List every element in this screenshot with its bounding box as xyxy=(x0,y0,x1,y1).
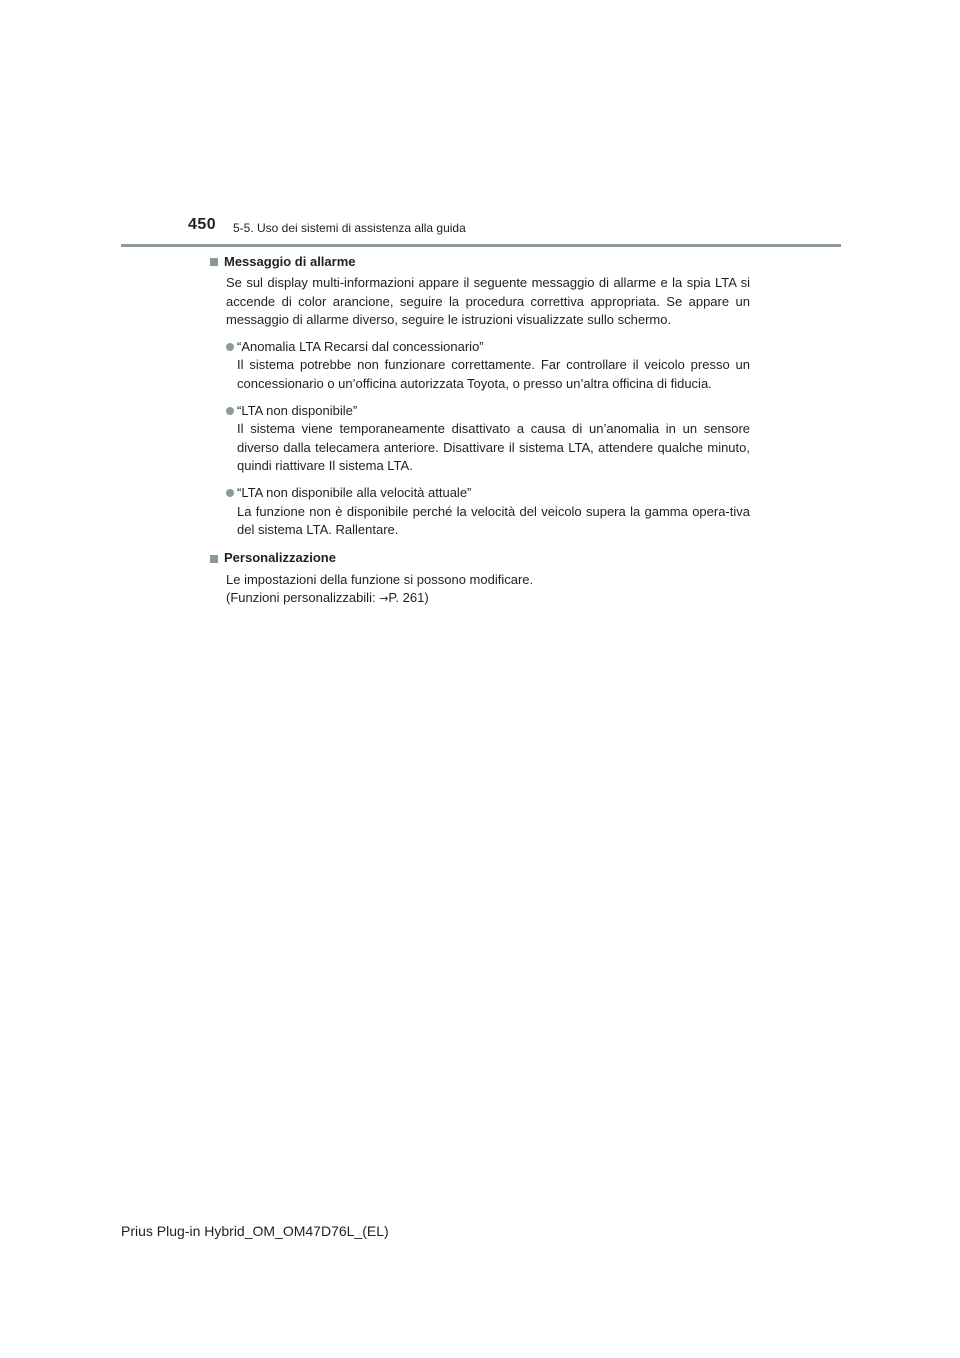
square-bullet-icon xyxy=(210,258,218,266)
warning-message-title: “Anomalia LTA Recarsi dal concessionario” xyxy=(237,338,484,354)
circle-bullet-icon xyxy=(226,407,234,415)
square-bullet-icon xyxy=(210,555,218,563)
warning-message-description: La funzione non è disponibile perché la velocità del veicolo supera la gamma opera-tiva del sistema LTA. Rallentare. xyxy=(237,503,750,538)
customization-text xyxy=(226,571,750,609)
warning-message-description: Il sistema viene temporaneamente disattivato a causa di un’anomalia in un sensore diverso dalla telecamera anteriore. Disattivare il sistema LTA, attendere qualche minuto, quindi riattivare Il sistema LTA. xyxy=(237,421,750,474)
warning-message-title: “LTA non disponibile” xyxy=(237,402,358,418)
section-heading xyxy=(210,252,750,272)
warning-message-description: Il sistema potrebbe non funzionare correttamente. Far controllare il veicolo presso un concessionario o un’officina autorizzata Toyota, o presso un’altra officina di fiducia. xyxy=(237,357,750,391)
circle-bullet-icon xyxy=(226,489,234,497)
customization-line: Le impostazioni della funzione si possono modificare. xyxy=(226,571,534,587)
page-reference-link[interactable]: P. 261) xyxy=(388,590,429,606)
list-item xyxy=(226,338,750,394)
customization-reference xyxy=(226,589,750,609)
page-number: 450 xyxy=(188,216,217,233)
section-personalizzazione xyxy=(210,549,750,609)
intro-paragraph: Se sul display multi-informazioni appare il seguente messaggio di allarme e la spia LTA si accende di color arancione, seguire la procedura correttiva appropriata. Se appare un messaggio di allarme diverso, seguire le istruzioni visualizzate sullo schermo. xyxy=(226,275,750,328)
page-header xyxy=(0,0,960,250)
section-heading-text: Messaggio di allarme xyxy=(224,253,356,269)
section-title: 5-5. Uso dei sistemi di assistenza alla guida xyxy=(233,221,466,235)
section-messaggio-di-allarme xyxy=(210,252,750,540)
section-heading-text: Personalizzazione xyxy=(224,550,336,566)
section-heading xyxy=(210,549,750,569)
list-item xyxy=(226,402,750,476)
page-footer: Prius Plug-in Hybrid_OM_OM47D76L_(EL) xyxy=(121,1223,389,1239)
header-divider xyxy=(121,244,841,247)
list-item xyxy=(226,484,750,540)
circle-bullet-icon xyxy=(226,343,234,351)
warning-message-title: “LTA non disponibile alla velocità attuale” xyxy=(237,484,472,500)
reference-prefix: (Funzioni personalizzabili: xyxy=(226,590,380,606)
page-content xyxy=(210,252,750,609)
arrow-right-icon: → xyxy=(379,592,389,606)
